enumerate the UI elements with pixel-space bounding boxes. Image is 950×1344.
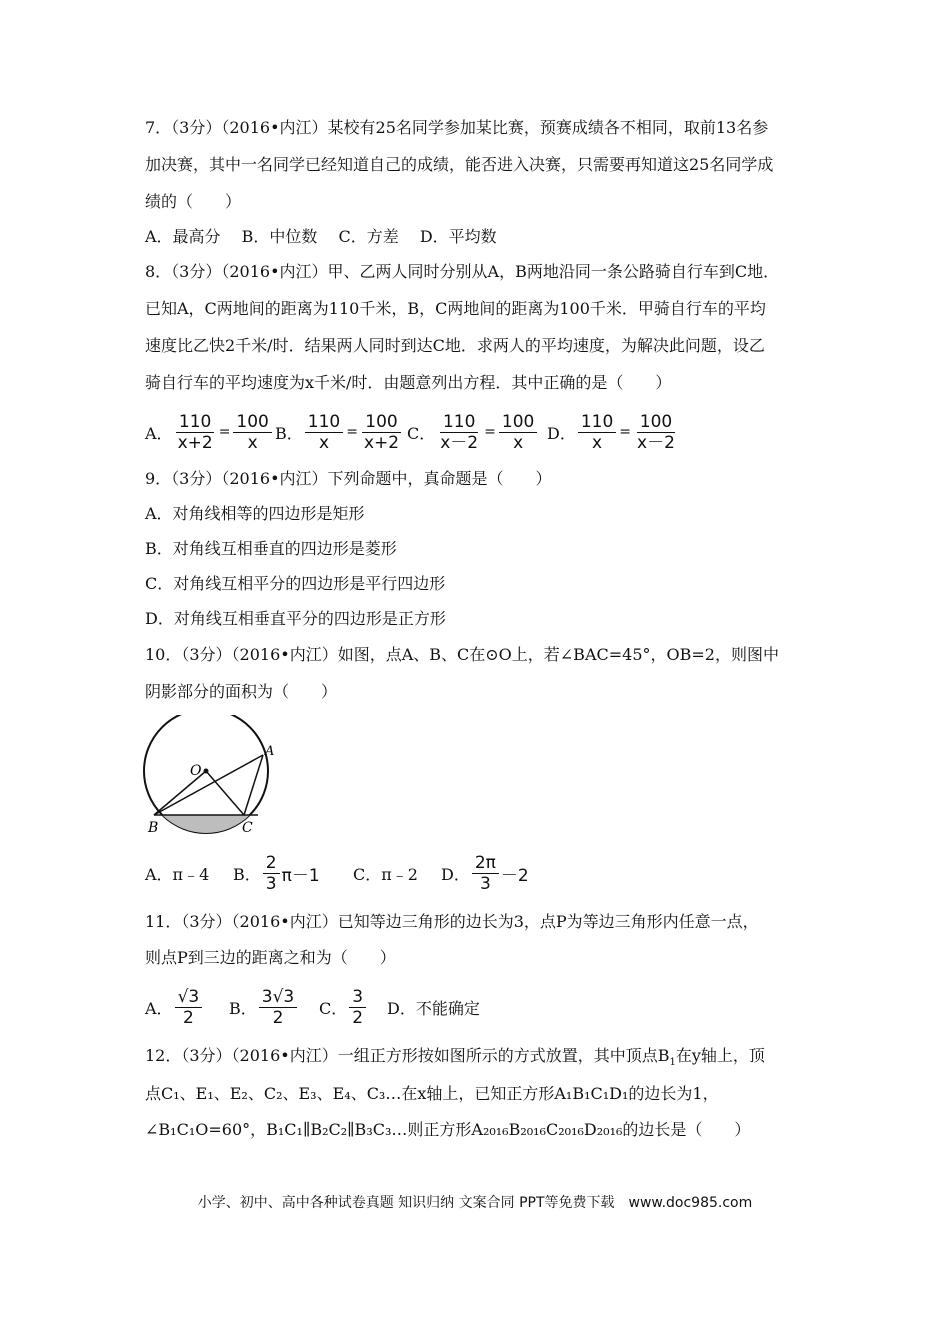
denominator: x－2 xyxy=(637,432,675,453)
numerator: 100 xyxy=(233,412,271,433)
equals-sign: = xyxy=(218,424,231,440)
option-label: A． xyxy=(145,423,173,443)
expression-tail: π－1 xyxy=(281,865,320,886)
q7-line-1: 7．（3分）（2016•内江）某校有25名同学参加某比赛，预赛成绩各不相同，取前13名参 xyxy=(145,118,769,137)
fraction xyxy=(259,987,297,1028)
q10-options xyxy=(145,848,529,898)
denominator: 2 xyxy=(272,1007,284,1028)
q9-option-b: B．对角线互相垂直的四边形是菱形 xyxy=(145,539,397,558)
q10-option-b xyxy=(233,853,353,894)
numerator: 110 xyxy=(440,412,478,433)
numerator: 2 xyxy=(263,853,280,874)
numerator: 110 xyxy=(176,412,214,433)
denominator: x+2 xyxy=(177,432,213,453)
q7-line-2: 加决赛，其中一名同学已经知道自己的成绩，能否进入决赛，只需要再知道这25名同学成 xyxy=(145,155,774,174)
q11-option-b xyxy=(229,987,319,1028)
denominator: x xyxy=(592,432,603,453)
option-label: B． xyxy=(229,998,257,1018)
q8-option-a xyxy=(145,412,275,453)
denominator: 2 xyxy=(182,1007,194,1028)
q9-option-d: D．对角线互相垂直平分的四边形是正方形 xyxy=(145,609,446,628)
option-label: B． xyxy=(275,423,303,443)
q8-options xyxy=(145,407,680,457)
denominator: x+2 xyxy=(363,432,400,453)
option-label: C． xyxy=(319,998,348,1018)
label-a: A xyxy=(265,744,275,759)
equals-sign: = xyxy=(484,424,496,440)
option-label: D． xyxy=(547,423,576,443)
q7-line-3: 绩的（ ） xyxy=(145,192,242,211)
fraction xyxy=(578,412,616,453)
denominator: x－2 xyxy=(440,432,479,453)
q10-line-2: 阴影部分的面积为（ ） xyxy=(145,682,338,701)
denominator: 2 xyxy=(352,1007,364,1028)
q7-options: A．最高分 B．中位数 C．方差 D．平均数 xyxy=(145,227,497,246)
equals-sign: = xyxy=(346,424,358,440)
q12-line-3: ∠B₁C₁O=60°，B₁C₁∥B₂C₂∥B₃C₃…则正方形A₂₀₁₆B₂₀₁₆C₂₀₁₆D₂₀₁₆的边长是（ ） xyxy=(145,1120,751,1139)
denominator: 3 xyxy=(479,873,491,894)
q9-option-a: A．对角线相等的四边形是矩形 xyxy=(145,504,365,523)
q12-line-2: 点C₁、E₁、E₂、C₂、E₃、E₄、C₃…在x轴上，已知正方形A₁B₁C₁D₁的边长为1， xyxy=(145,1084,719,1103)
q8-line-3: 速度比乙快2千米/时．结果两人同时到达C地．求两人的平均速度，为解决此问题，设乙 xyxy=(145,336,765,355)
q8-option-d xyxy=(547,412,680,453)
q8-line-2: 已知A，C两地间的距离为110千米，B，C两地间的距离为100千米．甲骑自行车的平均 xyxy=(145,299,766,318)
q11-option-c xyxy=(319,987,387,1028)
numerator: 100 xyxy=(362,412,400,433)
fraction xyxy=(175,412,216,453)
q10-option-c: C．π﹣2 xyxy=(353,864,418,884)
q9-option-c: C．对角线互相平分的四边形是平行四边形 xyxy=(145,574,446,593)
circle-figure xyxy=(140,715,280,840)
numerator: √3 xyxy=(175,987,203,1008)
q10-option-a: A．π﹣4 xyxy=(145,864,210,884)
fraction xyxy=(634,412,678,453)
center-point xyxy=(204,769,209,774)
q8-option-c xyxy=(407,412,547,453)
numerator: 3√3 xyxy=(259,987,297,1008)
label-c: C xyxy=(242,820,253,836)
q11-option-a xyxy=(145,987,229,1028)
fraction xyxy=(175,987,203,1028)
fraction xyxy=(233,412,271,453)
fraction xyxy=(437,412,481,453)
equals-sign: = xyxy=(619,424,632,440)
fraction xyxy=(472,853,499,894)
q11-options xyxy=(145,982,480,1032)
page-footer: 小学、初中、高中各种试卷真题 知识归纳 文案合同 PPT等免费下载 www.doc985.com xyxy=(197,1195,753,1211)
fraction xyxy=(361,412,402,453)
fraction xyxy=(349,987,366,1028)
label-b: B xyxy=(148,820,159,836)
q12-line-1-start: 12．（3分）（2016•内江）一组正方形按如图所示的方式放置，其中顶点B xyxy=(145,1046,670,1065)
numerator: 110 xyxy=(305,412,343,433)
q11-line-2: 则点P到三边的距离之和为（ ） xyxy=(145,948,396,967)
fraction xyxy=(305,412,343,453)
shaded-segment xyxy=(140,815,280,840)
option-label: A． xyxy=(145,998,173,1018)
denominator: x xyxy=(318,432,330,453)
denominator: x xyxy=(513,432,524,453)
option-label: D． xyxy=(441,864,470,884)
option-label: B． xyxy=(233,864,261,884)
numerator: 2π xyxy=(472,853,499,874)
q12-line-1 xyxy=(145,1045,765,1074)
fraction xyxy=(499,412,537,453)
q9-line-1: 9．（3分）（2016•内江）下列命题中，真命题是（ ） xyxy=(145,469,552,488)
q8-line-4: 骑自行车的平均速度为x千米/时．由题意列出方程．其中正确的是（ ） xyxy=(145,373,672,392)
q11-option-d: D．不能确定 xyxy=(387,998,480,1018)
numerator: 100 xyxy=(637,412,675,433)
q10-line-1: 10．（3分）（2016•内江）如图，点A、B、C在⊙O上，若∠BAC=45°，OB=2，则图中 xyxy=(145,645,779,664)
q12-line-1-end: 在y轴上，顶 xyxy=(675,1046,765,1065)
segment-oc xyxy=(206,771,244,815)
numerator: 110 xyxy=(578,412,616,433)
subscript: 1 xyxy=(669,1057,676,1069)
q8-option-b xyxy=(275,412,407,453)
expression-tail: －2 xyxy=(500,865,529,886)
fraction xyxy=(263,853,280,894)
q10-option-d xyxy=(441,853,529,894)
numerator: 3 xyxy=(349,987,366,1008)
numerator: 100 xyxy=(499,412,537,433)
q8-line-1: 8．（3分）（2016•内江）甲、乙两人同时分别从A，B两地沿同一条公路骑自行车到C地． xyxy=(145,262,780,281)
q11-line-1: 11．（3分）（2016•内江）已知等边三角形的边长为3，点P为等边三角形内任意一点， xyxy=(145,912,759,931)
denominator: 3 xyxy=(265,873,277,894)
denominator: x xyxy=(247,432,258,453)
option-label: C． xyxy=(407,423,436,443)
label-o: O xyxy=(190,763,202,779)
